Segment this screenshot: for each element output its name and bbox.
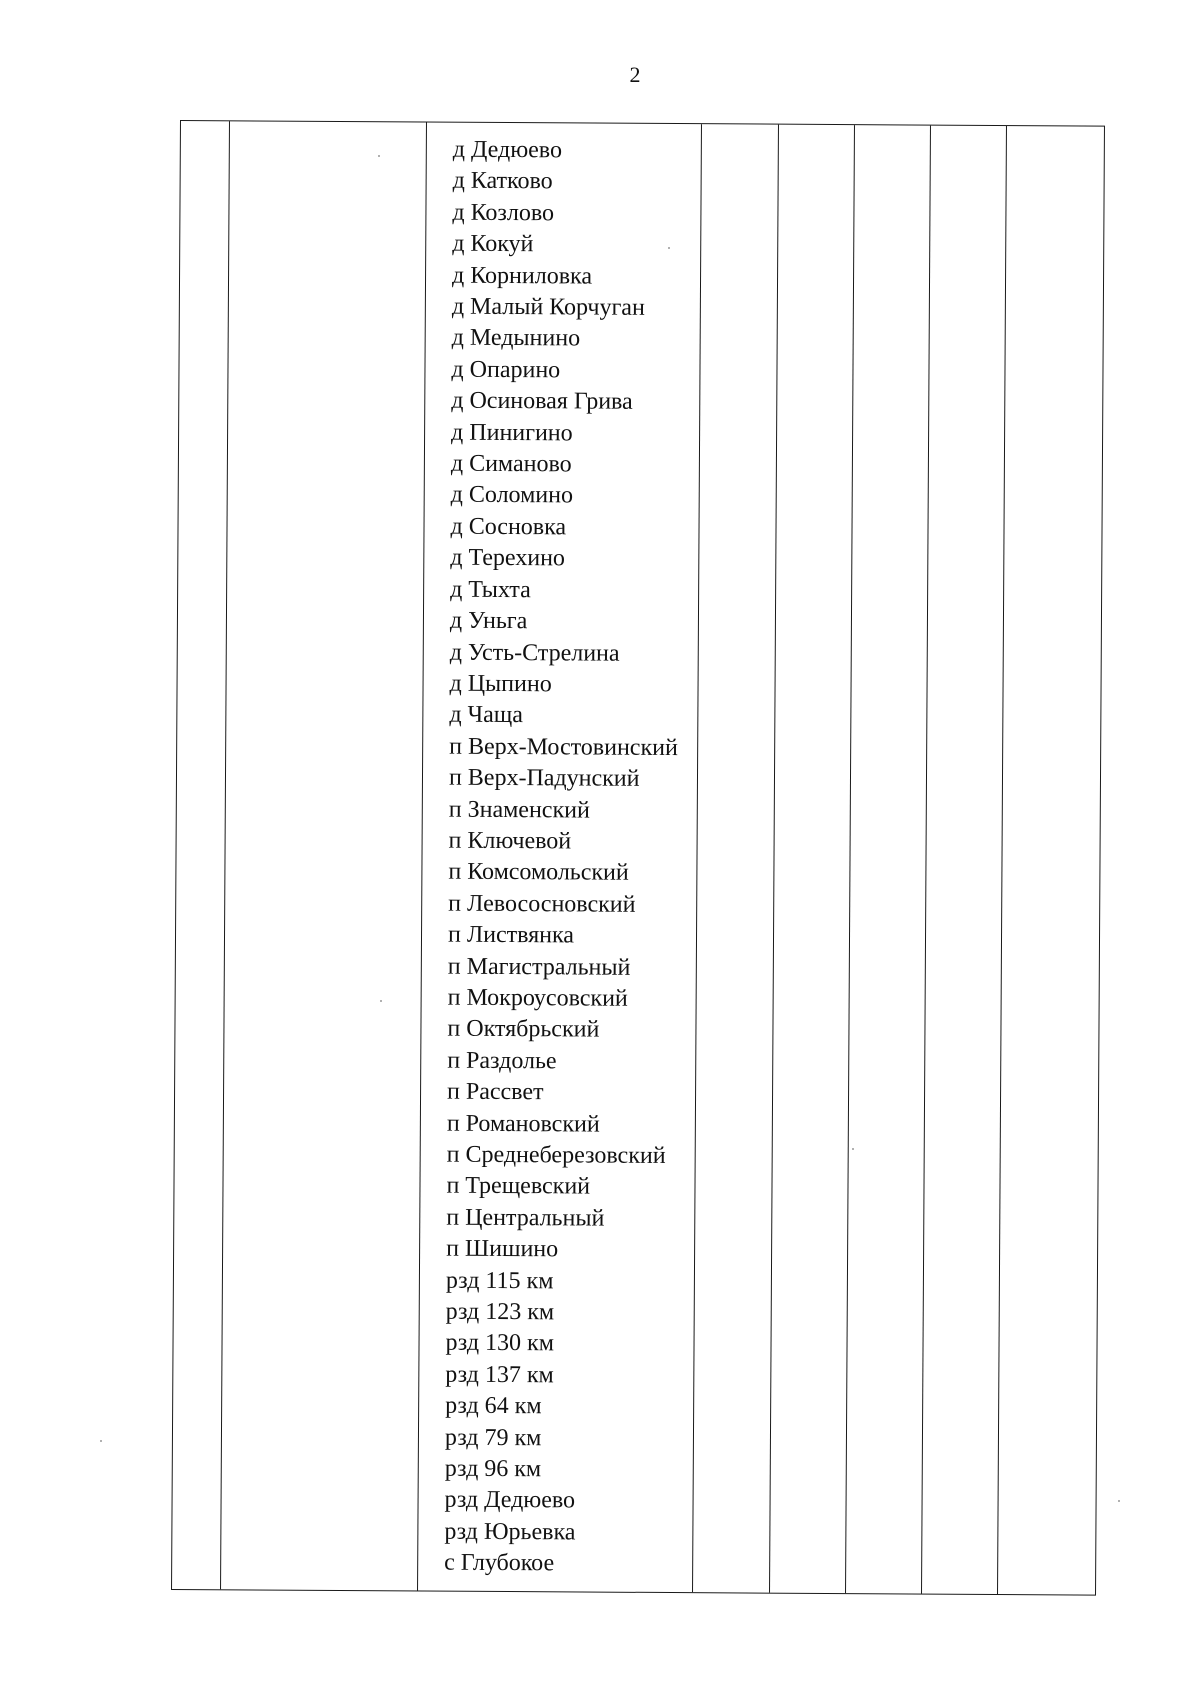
settlement-entry: д Тыхта bbox=[450, 576, 531, 603]
settlement-entry: рзд 64 км bbox=[445, 1392, 542, 1420]
settlement-entry: п Октябрьский bbox=[447, 1016, 600, 1043]
settlement-entry: д Уньга bbox=[449, 607, 528, 635]
settlement-entry: п Листвянка bbox=[447, 921, 575, 949]
column-divider-3 bbox=[692, 124, 702, 1592]
column-divider-2 bbox=[417, 123, 427, 1591]
settlement-entry: п Магистральный bbox=[447, 953, 631, 981]
settlement-entry: п Комсомольский bbox=[448, 858, 629, 887]
settlement-entry: д Катково bbox=[452, 168, 553, 195]
settlement-entry: рзд 137 км bbox=[445, 1361, 554, 1389]
settlement-entry: д Малый Корчуган bbox=[451, 293, 645, 321]
settlement-entry: п Трещевский bbox=[446, 1173, 591, 1200]
scan-speck bbox=[1118, 1500, 1120, 1502]
settlement-entry: д Осиновая Грива bbox=[451, 387, 633, 416]
scan-speck bbox=[380, 1000, 382, 1002]
settlement-entry: д Пинигино bbox=[451, 419, 573, 447]
settlement-entry: п Левососновский bbox=[448, 890, 636, 918]
settlement-entry: п Романовский bbox=[446, 1110, 600, 1138]
settlement-entry: д Кокуй bbox=[452, 230, 534, 258]
settlement-entry: д Корниловка bbox=[451, 262, 593, 290]
settlement-entry: п Раздолье bbox=[447, 1047, 557, 1075]
column-divider-1 bbox=[220, 121, 230, 1589]
settlement-entry: д Опарино bbox=[451, 356, 561, 384]
settlement-entry: д Терехино bbox=[450, 544, 566, 572]
settlement-entry: рзд 130 км bbox=[445, 1330, 555, 1357]
settlement-entry: с Глубокое bbox=[444, 1549, 555, 1577]
settlement-entry: д Козлово bbox=[452, 199, 555, 227]
column-divider-4 bbox=[769, 125, 779, 1593]
column-divider-6 bbox=[921, 126, 931, 1594]
settlement-entry: п Ключевой bbox=[448, 827, 572, 855]
settlement-entry: рзд 123 км bbox=[445, 1298, 555, 1326]
settlement-entry: п Шишино bbox=[446, 1235, 559, 1263]
settlement-entry: д Дедюево bbox=[452, 136, 563, 164]
settlement-entry: д Сосновка bbox=[450, 513, 567, 541]
settlement-entry: д Симаново bbox=[450, 450, 572, 478]
settlement-entry: рзд Юрьевка bbox=[444, 1518, 576, 1546]
scan-speck bbox=[668, 247, 670, 249]
scan-speck bbox=[378, 155, 380, 157]
column-divider-7 bbox=[997, 126, 1007, 1594]
settlement-entry: п Верх-Мостовинский bbox=[449, 733, 678, 761]
column-divider-5 bbox=[845, 125, 855, 1593]
scan-speck bbox=[100, 1440, 102, 1442]
settlement-entry: рзд 115 км bbox=[445, 1267, 554, 1294]
settlement-entry: п Центральный bbox=[446, 1204, 605, 1232]
settlement-entry: п Среднеберезовский bbox=[446, 1141, 666, 1169]
settlement-entry: рзд 96 км bbox=[444, 1455, 542, 1483]
scan-speck bbox=[852, 1148, 854, 1150]
settlement-entry: п Рассвет bbox=[446, 1078, 544, 1106]
settlement-entry: д Соломино bbox=[450, 482, 574, 509]
page-number: 2 bbox=[629, 62, 641, 87]
settlement-entry: д Чаща bbox=[449, 701, 524, 729]
settlement-entry: рзд 79 км bbox=[444, 1424, 542, 1451]
settlement-entry: рзд Дедюево bbox=[444, 1487, 576, 1514]
settlement-entry: п Верх-Падунский bbox=[448, 764, 640, 792]
settlement-entry: д Усть-Стрелина bbox=[449, 639, 620, 667]
settlement-entry: д Цыпино bbox=[449, 670, 552, 698]
settlements-table bbox=[171, 120, 1105, 1596]
settlement-entry: п Знаменский bbox=[448, 796, 590, 824]
settlement-entry: д Медынино bbox=[451, 325, 581, 352]
settlement-list bbox=[444, 135, 682, 1581]
settlement-entry: п Мокроусовский bbox=[447, 984, 628, 1012]
